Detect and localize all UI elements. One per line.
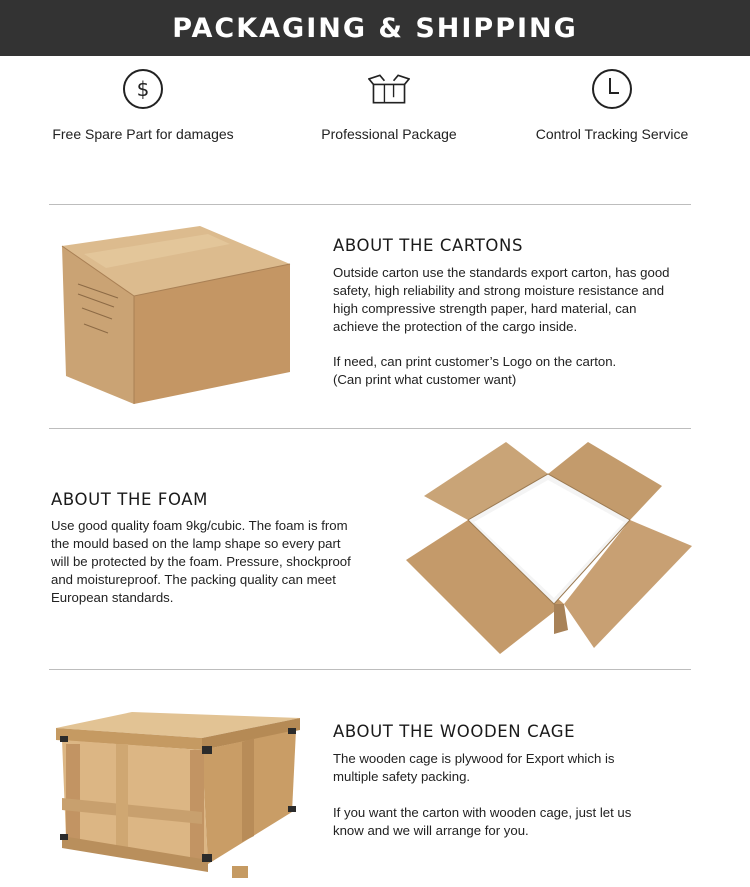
section-title-wooden-cage: ABOUT THE WOODEN CAGE — [333, 722, 576, 741]
page-header — [0, 0, 750, 56]
section-title-cartons: ABOUT THE CARTONS — [333, 236, 524, 255]
cartons-paragraph: If need, can print customer’s Logo on the carton. (Can print what customer want) — [333, 354, 617, 387]
clock-icon — [591, 68, 633, 110]
dollar-icon — [122, 68, 164, 110]
wooden-cage-paragraph: If you want the carton with wooden cage, just let us know and we will arrange for you. — [333, 805, 632, 838]
feature-label: Free Spare Part for damages — [52, 126, 234, 142]
carton-box-image — [58, 224, 294, 406]
section-divider — [49, 428, 691, 429]
feature-tracking — [497, 68, 727, 142]
box-icon — [368, 68, 410, 110]
section-divider — [49, 204, 691, 205]
svg-text:$: $ — [136, 77, 150, 101]
foam-paragraph: Use good quality foam 9kg/cubic. The foam is from the mould based on the lamp shape so every part will be protected by the foam. Pressure, shockproof and moistureproof. The packing quality can meet European standards. — [51, 518, 351, 605]
open-box-foam-image — [404, 440, 694, 658]
section-title-foam: ABOUT THE FOAM — [51, 490, 208, 509]
feature-label: Professional Package — [321, 126, 457, 142]
feature-spare-part — [28, 68, 258, 142]
wooden-cage-paragraph: The wooden cage is plywood for Export which is multiple safety packing. — [333, 751, 615, 784]
cartons-paragraph: Outside carton use the standards export carton, has good safety, high reliability and strong moisture resistance and high compressive strength paper, hard material, can achieve the protection of the cargo inside. — [333, 265, 670, 334]
feature-label: Control Tracking Service — [535, 126, 689, 142]
page-title: PACKAGING & SHIPPING — [172, 12, 578, 44]
wooden-cage-image — [52, 708, 304, 880]
feature-package — [274, 68, 504, 142]
section-divider — [49, 669, 691, 670]
